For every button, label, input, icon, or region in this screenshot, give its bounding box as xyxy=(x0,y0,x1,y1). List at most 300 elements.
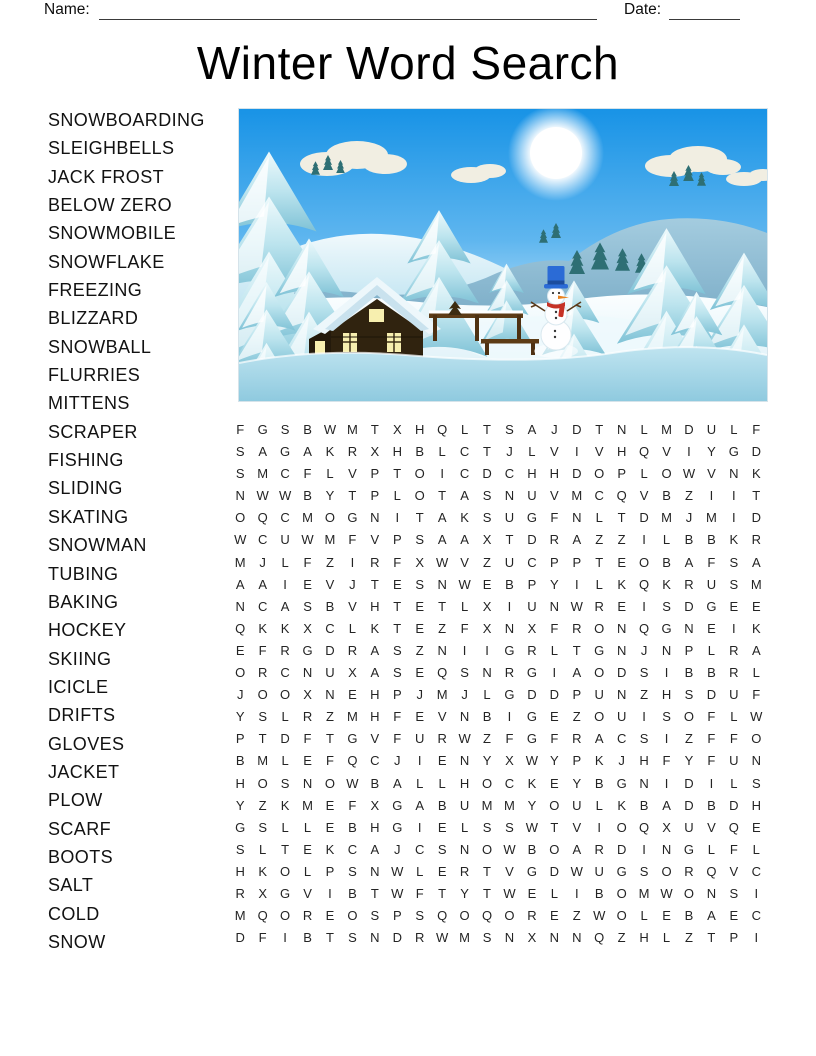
grid-letter: B xyxy=(684,532,694,548)
grid-letter: V xyxy=(707,819,716,835)
grid-letter: M xyxy=(234,554,246,570)
grid-letter: Y xyxy=(460,885,469,901)
grid-letter: A xyxy=(392,775,402,791)
grid-letter: O xyxy=(661,466,672,482)
grid-letter: M xyxy=(481,797,493,813)
grid-letter: S xyxy=(482,510,492,526)
grid-letter: N xyxy=(459,753,470,769)
grid-letter: W xyxy=(234,532,247,548)
grid-letter: I xyxy=(664,731,669,747)
grid-letter: S xyxy=(415,908,425,924)
grid-letter: K xyxy=(594,753,604,769)
grid-letter: T xyxy=(707,930,716,946)
grid-letter: F xyxy=(393,731,402,747)
grid-letter: A xyxy=(572,841,582,857)
grid-letter: L xyxy=(281,819,289,835)
grid-letter: E xyxy=(392,576,402,592)
grid-letter: D xyxy=(482,466,492,482)
grid-letter: H xyxy=(527,466,537,482)
grid-letter: L xyxy=(348,620,357,636)
grid-letter: E xyxy=(437,819,447,835)
grid-letter: L xyxy=(281,753,289,769)
grid-letter: G xyxy=(280,885,291,901)
grid-letter: L xyxy=(483,687,491,703)
grid-letter: W xyxy=(750,709,763,725)
grid-letter: X xyxy=(370,797,380,813)
grid-row xyxy=(229,529,768,551)
grid-letter: D xyxy=(235,930,245,946)
grid-letter: L xyxy=(640,422,648,437)
grid-letter: N xyxy=(639,775,649,791)
grid-letter: L xyxy=(640,908,648,924)
grid-letter: Z xyxy=(617,930,626,946)
grid-letter: O xyxy=(683,885,695,901)
grid-letter: D xyxy=(549,687,560,703)
grid-letter: V xyxy=(594,444,604,460)
grid-letter: O xyxy=(616,819,627,835)
grid-letter: F xyxy=(325,753,334,769)
grid-letter: N xyxy=(684,620,694,636)
grid-letter: E xyxy=(415,620,425,636)
grid-row xyxy=(229,750,768,772)
grid-letter: J xyxy=(461,687,468,703)
grid-row xyxy=(229,861,768,883)
grid-letter: W xyxy=(570,863,583,879)
grid-letter: G xyxy=(347,510,358,526)
grid-letter: G xyxy=(706,598,717,614)
grid-row xyxy=(229,662,768,684)
grid-letter: A xyxy=(751,642,761,658)
grid-letter: S xyxy=(482,930,492,946)
grid-letter: F xyxy=(707,753,716,769)
grid-letter: F xyxy=(662,753,671,769)
grid-letter: S xyxy=(639,863,649,879)
grid-letter: F xyxy=(303,731,312,747)
grid-letter: I xyxy=(664,775,669,791)
grid-letter: D xyxy=(706,687,717,703)
grid-letter: C xyxy=(280,665,290,681)
grid-letter: I xyxy=(754,885,759,901)
grid-letter: U xyxy=(729,753,739,769)
grid-letter: B xyxy=(437,797,447,813)
grid-letter: C xyxy=(257,598,268,614)
grid-letter: T xyxy=(595,422,604,437)
grid-letter: H xyxy=(370,598,380,614)
grid-letter: X xyxy=(482,620,492,636)
grid-letter: S xyxy=(639,731,649,747)
grid-letter: C xyxy=(347,841,358,857)
grid-letter: L xyxy=(707,841,716,857)
grid-letter: O xyxy=(459,908,470,924)
grid-letter: D xyxy=(392,930,402,946)
grid-letter: Z xyxy=(438,620,447,636)
grid-letter: G xyxy=(504,642,515,658)
grid-letter: Z xyxy=(415,642,424,658)
grid-letter: H xyxy=(392,444,402,460)
word-list xyxy=(48,106,205,956)
grid-letter: G xyxy=(728,444,739,460)
grid-letter: U xyxy=(706,576,717,592)
grid-letter: B xyxy=(303,488,312,504)
grid-letter: F xyxy=(505,731,514,747)
word-item: BELOW ZERO xyxy=(48,195,173,216)
grid-letter: O xyxy=(280,863,291,879)
grid-letter: D xyxy=(729,797,739,813)
grid-row xyxy=(229,728,768,750)
grid-letter: M xyxy=(705,510,717,526)
grid-letter: B xyxy=(707,532,716,548)
grid-row xyxy=(229,839,768,861)
grid-letter: W xyxy=(301,532,314,548)
grid-row xyxy=(229,684,768,706)
grid-letter: E xyxy=(325,908,335,924)
grid-letter: W xyxy=(593,908,606,924)
grid-letter: R xyxy=(729,642,739,658)
grid-letter: T xyxy=(438,598,447,614)
grid-letter: Z xyxy=(325,554,334,570)
grid-letter: L xyxy=(640,466,648,482)
grid-letter: T xyxy=(505,532,514,548)
grid-letter: S xyxy=(280,422,290,437)
grid-letter: N xyxy=(302,665,313,681)
grid-letter: I xyxy=(732,620,736,636)
word-item: SLIDING xyxy=(48,478,123,499)
grid-letter: Q xyxy=(706,863,717,879)
grid-letter: D xyxy=(751,444,761,460)
grid-row xyxy=(229,883,768,905)
grid-letter: I xyxy=(574,444,579,460)
grid-letter: W xyxy=(323,422,337,437)
grid-letter: M xyxy=(302,797,313,813)
grid-letter: M xyxy=(436,687,448,703)
grid-letter: C xyxy=(257,532,268,548)
grid-letter: D xyxy=(684,422,694,437)
grid-letter: E xyxy=(617,598,626,614)
grid-letter: N xyxy=(235,598,245,614)
grid-row xyxy=(229,596,768,618)
word-item: SNOW xyxy=(48,931,106,952)
grid-letter: B xyxy=(684,908,694,924)
grid-letter: H xyxy=(549,466,560,482)
grid-letter: T xyxy=(483,863,491,879)
grid-letter: N xyxy=(482,665,492,681)
grid-letter: U xyxy=(572,797,582,813)
grid-letter: S xyxy=(258,709,267,725)
grid-letter: C xyxy=(459,466,470,482)
grid-letter: E xyxy=(437,863,447,879)
grid-letter: H xyxy=(370,709,380,725)
word-item: BOOTS xyxy=(48,846,114,867)
grid-letter: R xyxy=(280,642,290,658)
grid-letter: X xyxy=(415,554,425,570)
grid-letter: K xyxy=(460,510,469,526)
grid-row xyxy=(229,507,768,529)
grid-letter: A xyxy=(460,532,469,548)
grid-letter: O xyxy=(481,841,493,857)
grid-letter: N xyxy=(616,642,627,658)
grid-letter: J xyxy=(416,687,423,703)
grid-letter: Q xyxy=(639,620,650,636)
grid-letter: B xyxy=(505,576,514,592)
grid-row xyxy=(229,817,768,839)
grid-letter: G xyxy=(526,731,537,747)
grid-letter: O xyxy=(280,687,291,703)
grid-letter: F xyxy=(415,885,424,901)
grid-letter: Q xyxy=(257,510,268,526)
grid-letter: S xyxy=(751,775,761,791)
grid-letter: A xyxy=(370,665,380,681)
date-label: Date: xyxy=(624,1,662,18)
grid-letter: P xyxy=(684,642,694,658)
grid-letter: X xyxy=(482,598,492,614)
grid-letter: S xyxy=(303,598,312,614)
word-item: SNOWBOARDING xyxy=(48,110,205,130)
grid-letter: L xyxy=(416,775,424,791)
grid-letter: D xyxy=(616,841,627,857)
grid-letter: E xyxy=(527,885,537,901)
grid-letter: T xyxy=(325,731,334,747)
grid-letter: T xyxy=(370,885,379,901)
grid-letter: L xyxy=(595,797,603,813)
grid-letter: P xyxy=(325,863,335,879)
grid-letter: J xyxy=(349,576,356,592)
grid-letter: G xyxy=(683,841,695,857)
word-item: TUBING xyxy=(48,563,119,584)
grid-letter: V xyxy=(550,444,559,460)
grid-letter: I xyxy=(597,819,602,835)
word-item: SNOWBALL xyxy=(48,336,152,357)
grid-letter: C xyxy=(751,908,761,924)
grid-letter: V xyxy=(370,731,380,747)
grid-letter: V xyxy=(303,885,312,901)
grid-letter: Q xyxy=(437,422,448,437)
grid-letter: S xyxy=(235,444,245,460)
grid-letter: T xyxy=(483,885,491,901)
grid-letter: E xyxy=(482,576,492,592)
grid-letter: L xyxy=(662,532,671,548)
grid-letter: C xyxy=(280,466,290,482)
grid-letter: E xyxy=(617,554,626,570)
grid-letter: Q xyxy=(235,620,246,636)
grid-letter: O xyxy=(751,731,762,747)
grid-row xyxy=(229,905,768,927)
grid-letter: H xyxy=(415,422,425,437)
grid-letter: I xyxy=(687,444,691,460)
word-item: JACK FROST xyxy=(48,166,165,187)
grid-letter: O xyxy=(594,620,605,636)
grid-letter: B xyxy=(348,819,357,835)
grid-letter: H xyxy=(639,930,649,946)
grid-letter: L xyxy=(595,510,603,526)
word-item: SNOWMOBILE xyxy=(48,223,177,244)
grid-letter: R xyxy=(594,598,604,614)
grid-letter: N xyxy=(504,620,515,636)
grid-letter: C xyxy=(594,488,604,504)
grid-letter: F xyxy=(393,554,402,570)
grid-letter: N xyxy=(302,775,313,791)
grid-letter: E xyxy=(550,709,559,725)
word-item: GLOVES xyxy=(48,733,125,754)
grid-letter: L xyxy=(438,444,446,460)
grid-letter: M xyxy=(234,908,246,924)
grid-letter: L xyxy=(259,841,267,857)
word-item: SNOWFLAKE xyxy=(48,251,165,272)
grid-letter: M xyxy=(346,422,358,437)
grid-letter: K xyxy=(280,620,290,636)
grid-letter: S xyxy=(370,908,380,924)
word-item: BLIZZARD xyxy=(48,308,139,329)
grid-letter: O xyxy=(347,908,358,924)
grid-letter: S xyxy=(505,819,514,835)
word-item: JACKET xyxy=(48,761,120,782)
grid-letter: E xyxy=(415,709,425,725)
grid-letter: K xyxy=(617,576,626,592)
grid-letter: U xyxy=(280,532,290,548)
grid-letter: M xyxy=(257,466,269,482)
grid-letter: N xyxy=(370,863,380,879)
grid-letter: A xyxy=(280,598,290,614)
grid-letter: S xyxy=(415,576,425,592)
word-item: SKIING xyxy=(48,648,112,669)
grid-letter: Y xyxy=(235,709,245,725)
grid-letter: I xyxy=(283,930,287,946)
grid-letter: Q xyxy=(639,576,650,592)
grid-letter: V xyxy=(707,466,716,482)
grid-letter: R xyxy=(437,731,447,747)
grid-letter: O xyxy=(324,510,336,526)
grid-letter: H xyxy=(751,797,761,813)
grid-letter: R xyxy=(729,665,739,681)
grid-letter: S xyxy=(729,554,739,570)
grid-letter: C xyxy=(459,444,470,460)
grid-letter: U xyxy=(706,422,717,437)
grid-letter: N xyxy=(437,642,447,658)
grid-letter: F xyxy=(550,731,559,747)
grid-letter: J xyxy=(506,444,513,460)
grid-letter: T xyxy=(572,642,581,658)
grid-letter: S xyxy=(729,885,739,901)
grid-letter: I xyxy=(664,665,669,681)
grid-letter: U xyxy=(527,488,537,504)
grid-letter: T xyxy=(348,488,357,504)
grid-letter: I xyxy=(709,775,714,791)
grid-letter: T xyxy=(370,576,379,592)
grid-letter: Z xyxy=(483,731,491,747)
grid-letter: N xyxy=(504,488,515,504)
grid-letter: T xyxy=(483,444,491,460)
grid-letter: L xyxy=(730,775,738,791)
grid-letter: S xyxy=(684,687,694,703)
grid-letter: C xyxy=(616,731,627,747)
grid-letter: V xyxy=(505,863,514,879)
grid-letter: G xyxy=(661,620,672,636)
grid-letter: W xyxy=(525,819,539,835)
grid-letter: W xyxy=(391,863,404,879)
grid-letter: T xyxy=(393,598,402,614)
grid-letter: V xyxy=(662,444,671,460)
grid-letter: V xyxy=(729,863,739,879)
grid-letter: Y xyxy=(550,576,559,592)
grid-letter: E xyxy=(729,598,739,614)
word-item: BAKING xyxy=(48,591,119,612)
grid-letter: L xyxy=(550,642,558,658)
grid-letter: X xyxy=(258,885,267,901)
grid-letter: W xyxy=(458,731,471,747)
grid-letter: J xyxy=(259,554,266,570)
grid-letter: K xyxy=(325,444,335,460)
grid-letter: G xyxy=(526,510,537,526)
grid-letter: O xyxy=(235,510,246,526)
grid-letter: P xyxy=(235,731,245,747)
grid-letter: A xyxy=(235,576,245,592)
grid-letter: N xyxy=(459,709,470,725)
grid-letter: I xyxy=(642,709,646,725)
grid-letter: G xyxy=(616,863,627,879)
grid-letter: L xyxy=(730,709,738,725)
grid-letter: E xyxy=(751,598,761,614)
grid-letter: Q xyxy=(728,819,739,835)
grid-letter: I xyxy=(642,841,646,857)
grid-letter: B xyxy=(370,775,380,791)
grid-letter: N xyxy=(370,510,380,526)
grid-letter: W xyxy=(503,885,516,901)
word-item: SCARF xyxy=(48,818,112,839)
grid-letter: X xyxy=(527,620,537,636)
grid-letter: K xyxy=(527,775,537,791)
grid-letter: P xyxy=(392,687,402,703)
grid-letter: R xyxy=(504,665,515,681)
grid-letter: B xyxy=(662,554,671,570)
grid-letter: L xyxy=(303,819,312,835)
grid-letter: I xyxy=(732,488,736,504)
grid-letter: S xyxy=(662,709,671,725)
grid-letter: I xyxy=(485,642,489,658)
grid-row xyxy=(229,485,768,507)
grid-letter: O xyxy=(324,775,336,791)
grid-letter: K xyxy=(258,863,267,879)
grid-letter: S xyxy=(280,775,290,791)
grid-letter: I xyxy=(417,819,422,835)
grid-letter: K xyxy=(325,841,335,857)
grid-letter: U xyxy=(684,819,694,835)
grid-letter: Y xyxy=(482,753,492,769)
grid-letter: Z xyxy=(640,687,649,703)
grid-letter: C xyxy=(751,863,761,879)
grid-letter: W xyxy=(682,466,696,482)
grid-letter: A xyxy=(572,532,582,548)
grid-letter: J xyxy=(394,753,401,769)
grid-letter: H xyxy=(616,444,627,460)
grid-letter: R xyxy=(370,554,380,570)
grid-letter: D xyxy=(751,510,761,526)
grid-letter: A xyxy=(370,642,380,658)
grid-letter: Y xyxy=(325,488,335,504)
grid-letter: T xyxy=(550,819,559,835)
grid-letter: N xyxy=(616,422,627,437)
grid-letter: V xyxy=(370,532,380,548)
grid-letter: X xyxy=(392,422,402,437)
grid-letter: L xyxy=(752,841,760,857)
grid-letter: J xyxy=(236,687,244,703)
grid-letter: Y xyxy=(707,444,716,460)
grid-letter: I xyxy=(283,576,287,592)
grid-letter: N xyxy=(661,841,672,857)
grid-letter: M xyxy=(638,885,650,901)
grid-letter: B xyxy=(527,841,537,857)
grid-letter: D xyxy=(684,598,694,614)
grid-letter: D xyxy=(280,731,290,747)
grid-letter: Q xyxy=(616,488,627,504)
